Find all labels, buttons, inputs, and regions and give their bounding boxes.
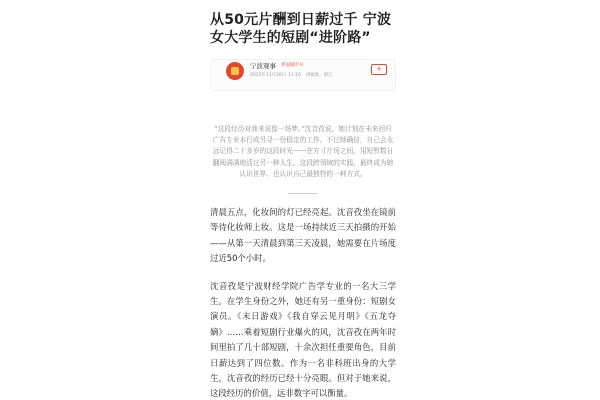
article-summary: “这段经历对我来说像一场梦。”沈音孜说。她计划在未来回归广告专业本行或另寻一份稳定的工作。不过她确信，自己会永远记得二十多岁的这段时光——在方寸片场之间，用短暂数日翻阅满满地活过另一种人生。这段跨领域的实践，最终成为她认识世界、也认识自己最独特的一种方式。 [212, 125, 394, 178]
ip-location: IP属地：浙江 [306, 73, 333, 78]
summary-divider [288, 193, 318, 194]
account-avatar[interactable] [226, 62, 244, 80]
account-badge: 界面城市号 [281, 63, 304, 68]
account-name[interactable]: 宁波观事 [250, 62, 276, 70]
article-column [210, 0, 396, 400]
publish-meta [250, 73, 337, 79]
author-card[interactable] [210, 59, 396, 91]
follow-button[interactable]: + [371, 64, 387, 75]
body-paragraph: 清晨五点，化妆间的灯已经亮起。沈音孜坐在镜前等待化妆师上妆。这是一场持续近三天拍摄的开始——从第一天清晨到第三天凌晨，她需要在片场度过近50个小时。 [210, 207, 396, 264]
account-logo-icon [231, 67, 239, 75]
article-headline: 从50元片酬到日薪过千 宁波女大学生的短剧“进阶路” [210, 12, 392, 46]
publish-datetime: 2025年11月26日 11:10 [250, 73, 301, 78]
body-paragraph: 沈音孜是宁波财经学院广告学专业的一名大三学生。在学生身份之外，她还有另一重身份：短剧女演员。《末日游戏》《我自穿云见月明》《五龙夺嫡》……乘着短剧行业爆火的风，沈音孜在两年时间里拍了几十部短剧，十余次担任重要角色，目前日薪达到了四位数。作为一名非科班出身的大学生，沈音孜的经历已经十分亮眼。但对于她来说，这段经历的价值，远非数字可以衡量。 [210, 280, 396, 399]
